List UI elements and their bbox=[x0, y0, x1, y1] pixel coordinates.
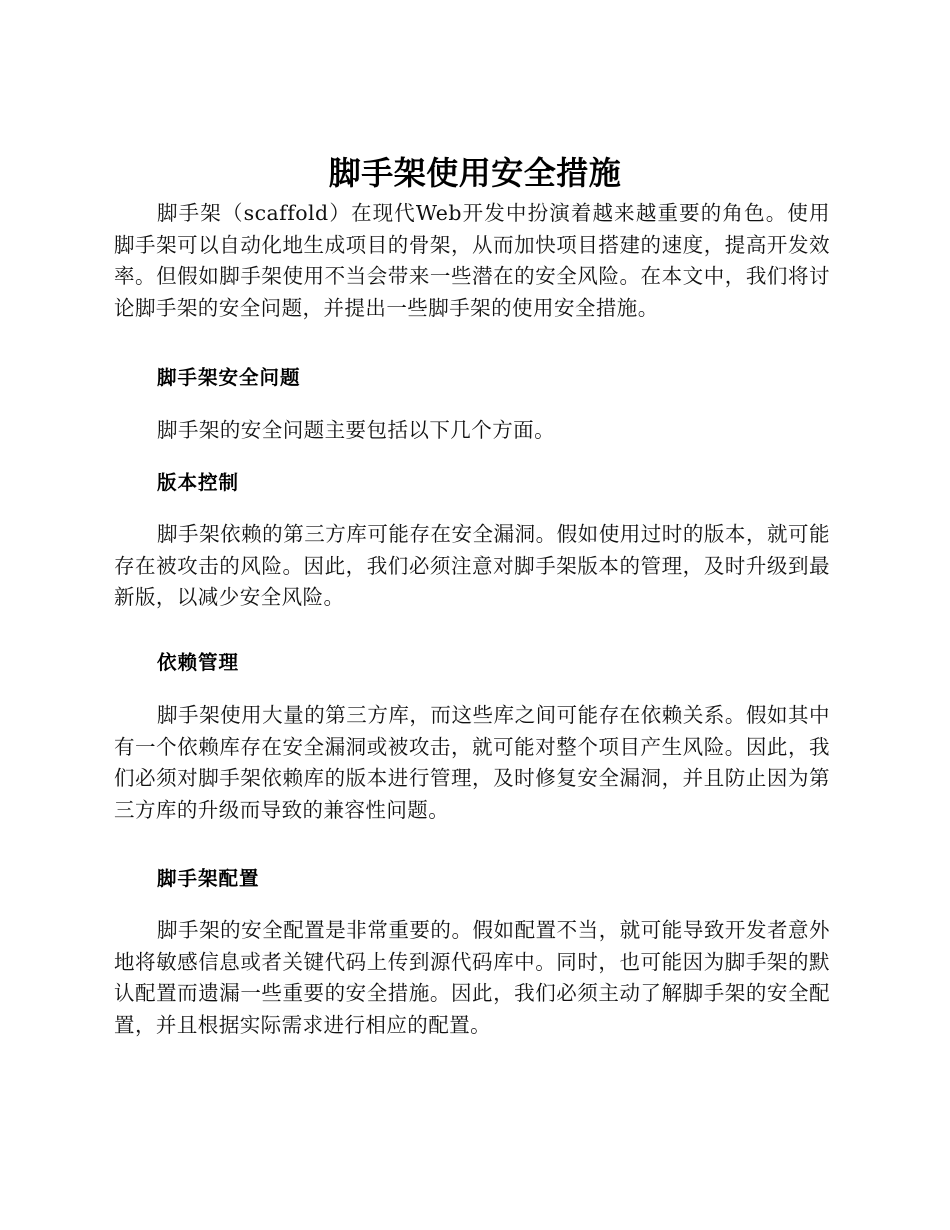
section-heading-dependency-management: 依赖管理 bbox=[157, 651, 240, 674]
document-title: 脚手架使用安全措施 bbox=[328, 154, 622, 192]
section-paragraph-security-issues: 脚手架的安全问题主要包括以下几个方面。 bbox=[157, 418, 556, 442]
intro-paragraph: 脚手架（scaffold）在现代Web开发中扮演着越来越重要的角色。使用脚手架可以自动化地生成项目的骨架，从而加快项目搭建的速度，提高开发效率。但假如脚手架使用不当会带来一些潜在的安全风险。在本文中，我们将讨论脚手架的安全问题，并提出一些脚手架的使用安全措施。 bbox=[114, 201, 830, 320]
section-paragraph-version-control: 脚手架依赖的第三方库可能存在安全漏洞。假如使用过时的版本，就可能存在被攻击的风险。因此，我们必须注意对脚手架版本的管理，及时升级到最新版，以减少安全风险。 bbox=[114, 522, 830, 610]
section-heading-scaffold-config: 脚手架配置 bbox=[157, 867, 260, 890]
section-paragraph-scaffold-config: 脚手架的安全配置是非常重要的。假如配置不当，就可能导致开发者意外地将敏感信息或者关键代码上传到源代码库中。同时，也可能因为脚手架的默认配置而遗漏一些重要的安全措施。因此，我们必须主动了解脚手架的安全配置，并且根据实际需求进行相应的配置。 bbox=[114, 918, 830, 1037]
section-paragraph-dependency-management: 脚手架使用大量的第三方库，而这些库之间可能存在依赖关系。假如其中有一个依赖库存在安全漏洞或被攻击，就可能对整个项目产生风险。因此，我们必须对脚手架依赖库的版本进行管理，及时修复安全漏洞，并且防止因为第三方库的升级而导致的兼容性问题。 bbox=[114, 703, 830, 822]
section-heading-security-issues: 脚手架安全问题 bbox=[157, 366, 301, 389]
section-heading-version-control: 版本控制 bbox=[157, 471, 240, 494]
